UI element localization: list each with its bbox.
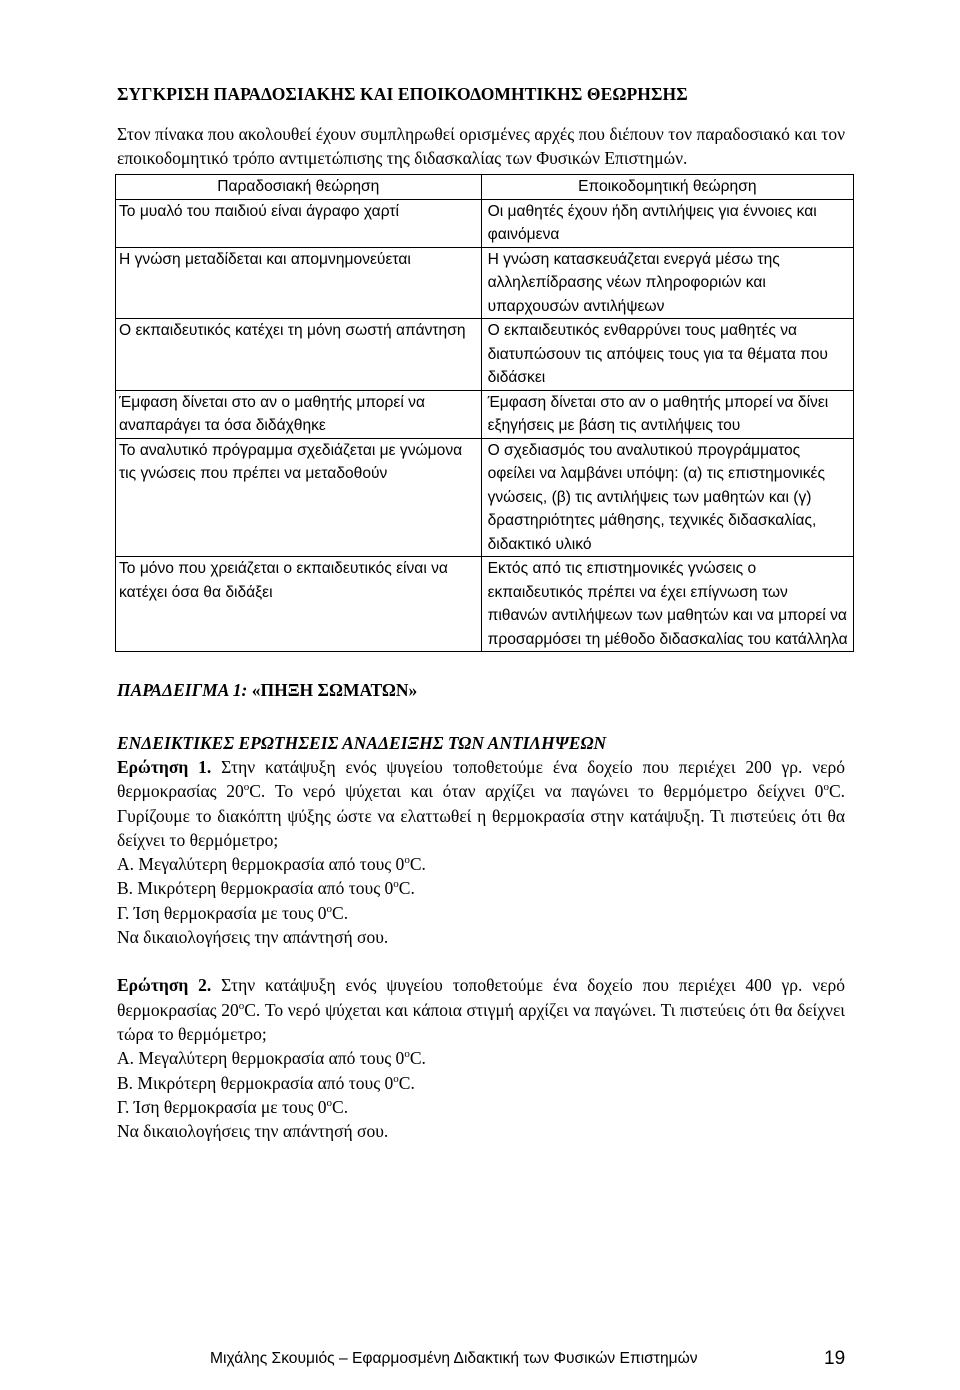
document-page: [117, 84, 848, 1143]
question-1-label: Ερώτηση 1.: [117, 757, 212, 777]
option-unit: C.: [398, 878, 415, 899]
footer-text: Μιχάλης Σκουμιός – Εφαρμοσμένη Διδακτική των Φυσικών Επιστημών: [210, 1350, 698, 1367]
degree-sup: o: [404, 1048, 410, 1061]
option-text: Γ. Ίση θερμοκρασία με τους 0: [117, 902, 327, 923]
question-2-option-c: [117, 1095, 845, 1119]
option-text: Β. Μικρότερη θερμοκρασία από τους 0: [117, 878, 394, 899]
degree-sup: o: [823, 781, 829, 794]
question-1-text: C. Γυρίζουμε το διακόπτη ψύξης ώστε να ελαττωθεί η θερμοκρασία στην κατάψυξη. Τι πιστεύεις ότι θα δείχνει το θερμόμετρο;: [117, 781, 845, 850]
constructivist-cell: Οι μαθητές έχουν ήδη αντιλήψεις για έννοιες και φαινόμενα: [481, 199, 853, 247]
constructivist-cell: Ο εκπαιδευτικός ενθαρρύνει τους μαθητές να διατυπώσουν τις απόψεις τους για τα θέματα που διδάσκει: [481, 319, 853, 391]
example-label: ΠΑΡΑΔΕΙΓΜΑ 1:: [117, 680, 252, 700]
constructivist-cell: Έμφαση δίνεται στο αν ο μαθητής μπορεί να δίνει εξηγήσεις με βάση τις αντιλήψεις του: [481, 390, 853, 438]
page-title: ΣΥΓΚΡΙΣΗ ΠΑΡΑΔΟΣΙΑΚΗΣ ΚΑΙ ΕΠΟΙΚΟΔΟΜΗΤΙΚΗΣ ΘΕΩΡΗΣΗΣ: [117, 84, 688, 104]
question-2-justify: Να δικαιολογήσεις την απάντησή σου.: [117, 1121, 389, 1142]
header-constructivist: Εποικοδομητική θεώρηση: [481, 175, 853, 200]
option-text: Β. Μικρότερη θερμοκρασία από τους 0: [117, 1072, 394, 1093]
question-1-text: C. Το νερό ψύχεται και όταν αρχίζει να παγώνει το θερμόμετρο δείχνει 0: [249, 781, 824, 802]
degree-sup: o: [238, 999, 245, 1012]
traditional-cell: Το μυαλό του παιδιού είναι άγραφο χαρτί: [116, 199, 482, 247]
option-unit: C.: [398, 1072, 415, 1093]
page-number: 19: [824, 1348, 846, 1369]
question-2-option-a: [117, 1046, 845, 1070]
option-unit: C.: [409, 854, 426, 875]
spacer: [117, 949, 845, 973]
question-1-justify: Να δικαιολογήσεις την απάντησή σου.: [117, 927, 389, 948]
degree-sup: o: [393, 878, 399, 891]
question-1-option-b: [117, 876, 845, 900]
table-row: [116, 557, 854, 652]
example-name: «ΠΗΞΗ ΣΩΜΑΤΩΝ»: [251, 680, 418, 700]
constructivist-cell: Εκτός από τις επιστημονικές γνώσεις ο εκπαιδευτικός πρέπει να έχει επίγνωση των πιθανών αντιλήψεων των μαθητών και να μπορεί να προσαρμόσει τη μέθοδο διδασκαλίας του κατάλληλα: [481, 557, 853, 652]
question-2-text: C. Το νερό ψύχεται και κάποια στιγμή αρχίζει να παγώνει. Τι πιστεύεις ότι θα δείχνει τώρα το θερμόμετρο;: [117, 999, 845, 1044]
question-2-label: Ερώτηση 2.: [117, 975, 212, 996]
question-1-text: Στην κατάψυξη ενός ψυγείου τοποθετούμε ένα δοχείο που περιέχει 200 γρ. νερό θερμοκρασίας 20: [117, 757, 845, 802]
page-footer: [210, 1350, 850, 1368]
comparison-table: [115, 174, 854, 652]
question-1-option-a: [117, 852, 845, 876]
option-unit: C.: [409, 1048, 426, 1069]
question-2-text: Στην κατάψυξη ενός ψυγείου τοποθετούμε ένα δοχείο που περιέχει 400 γρ. νερό θερμοκρασίας 20: [117, 975, 845, 1020]
table-header-row: [116, 175, 854, 200]
option-text: Α. Μεγαλύτερη θερμοκρασία από τους 0: [117, 854, 405, 875]
question-1-option-c: [117, 901, 845, 925]
table-row: [116, 438, 854, 557]
traditional-cell: Το μόνο που χρειάζεται ο εκπαιδευτικός είναι να κατέχει όσα θα διδάξει: [116, 557, 482, 652]
degree-sup: o: [243, 781, 250, 794]
option-unit: C.: [332, 902, 349, 923]
option-unit: C.: [332, 1096, 349, 1117]
intro-paragraph: Στον πίνακα που ακολουθεί έχουν συμπληρωθεί ορισμένες αρχές που διέπουν τον παραδοσιακό και τον εποικοδομητικό τρόπο αντιμετώπισης της διδασκαλίας των Φυσικών Επιστημών.: [117, 124, 845, 168]
degree-sup: o: [326, 1097, 333, 1110]
header-traditional: Παραδοσιακή θεώρηση: [116, 175, 482, 200]
option-text: Α. Μεγαλύτερη θερμοκρασία από τους 0: [117, 1048, 405, 1069]
option-text: Γ. Ίση θερμοκρασία με τους 0: [117, 1096, 327, 1117]
degree-sup: o: [393, 1072, 399, 1085]
traditional-cell: Ο εκπαιδευτικός κατέχει τη μόνη σωστή απάντηση: [116, 319, 482, 391]
question-2-option-b: [117, 1071, 845, 1095]
table-row: [116, 247, 854, 319]
example-title: [117, 680, 845, 701]
question-2: [117, 973, 845, 1046]
section-title: ΕΝΔΕΙΚΤΙΚΕΣ ΕΡΩΤΗΣΕΙΣ ΑΝΑΔΕΙΞΗΣ ΤΩΝ ΑΝΤΙΛΗΨΕΩΝ: [117, 733, 607, 753]
table-row: [116, 199, 854, 247]
table-row: [116, 390, 854, 438]
degree-sup: o: [404, 854, 410, 867]
question-1: [117, 755, 845, 852]
traditional-cell: Το αναλυτικό πρόγραμμα σχεδιάζεται με γνώμονα τις γνώσεις που πρέπει να μεταδοθούν: [116, 438, 482, 557]
traditional-cell: Η γνώση μεταδίδεται και απομνημονεύεται: [116, 247, 482, 319]
table-row: [116, 319, 854, 391]
constructivist-cell: Η γνώση κατασκευάζεται ενεργά μέσω της αλληλεπίδρασης νέων πληροφοριών και υπαρχουσών αντιλήψεων: [481, 247, 853, 319]
constructivist-cell: Ο σχεδιασμός του αναλυτικού προγράμματος οφείλει να λαμβάνει υπόψη: (α) τις επιστημονικές γνώσεις, (β) τις αντιλήψεις των μαθητών και (γ) δραστηριότητες μάθησης, τεχνικές διδασκαλίας, διδακτικό υλικό: [481, 438, 853, 557]
traditional-cell: Έμφαση δίνεται στο αν ο μαθητής μπορεί να αναπαράγει τα όσα διδάχθηκε: [116, 390, 482, 438]
degree-sup: o: [326, 902, 333, 915]
